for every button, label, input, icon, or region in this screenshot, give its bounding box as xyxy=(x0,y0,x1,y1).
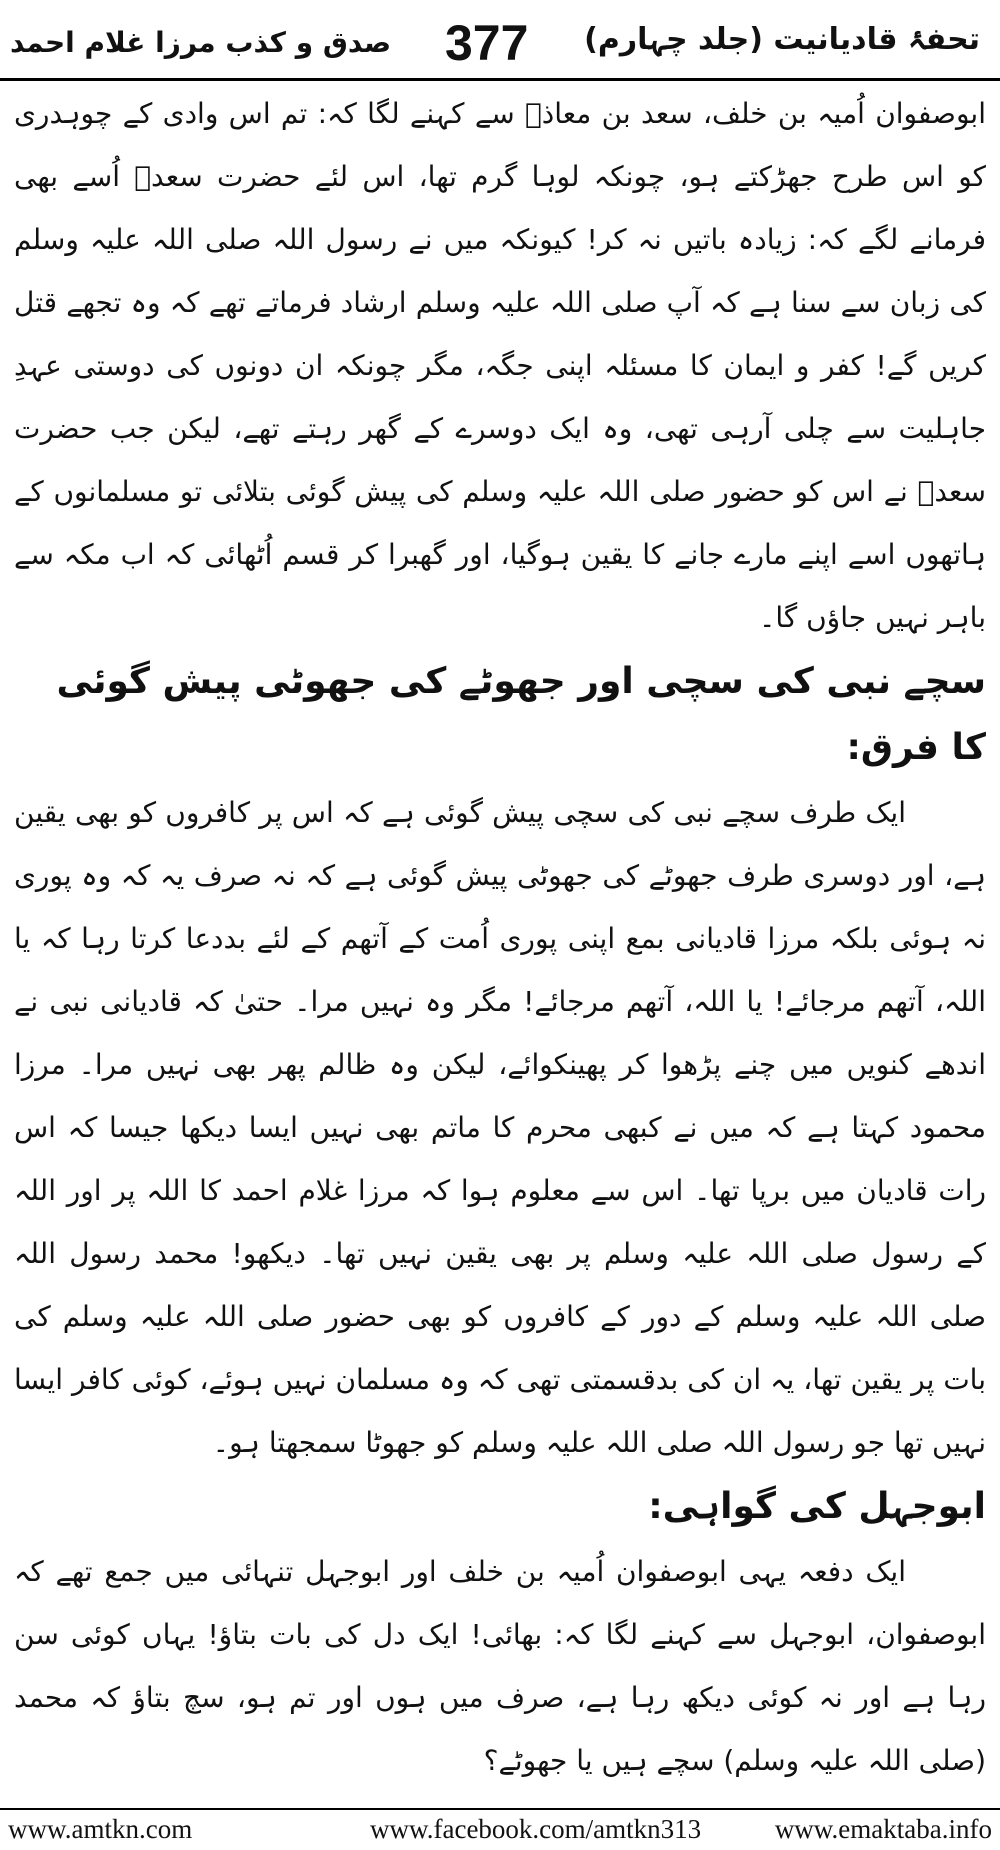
page-header xyxy=(0,0,1000,72)
chapter-title: صدق و کذب مرزا غلام احمد xyxy=(10,26,392,59)
page-footer xyxy=(0,1812,1000,1848)
paragraph-3: ایک دفعہ یہی ابوصفوان اُمیہ بن خلف اور ابوجہل تنہائی میں جمع تھے کہ ابوصفوان، ابوجہل سے کہنے لگا کہ: بھائی! ایک دل کی بات بتاؤ! یہاں کوئی سن رہا ہے اور نہ کوئی دیکھ رہا ہے، صرف میں ہوں اور تم ہو، سچ بتاؤ کہ محمد (صلی اللہ علیہ وسلم) سچے ہیں یا جھوٹے؟ xyxy=(14,1555,986,1777)
section-heading-abu-jahl: ابوجہل کی گواہی: xyxy=(648,1486,986,1527)
footer-link-emaktaba[interactable]: www.emaktaba.info xyxy=(774,1814,992,1844)
page-body xyxy=(14,82,986,1792)
header-divider xyxy=(0,78,1000,81)
section-heading-prophecy: سچے نبی کی سچی اور جھوٹے کی جھوٹی پیش گوئی کا فرق: xyxy=(56,661,986,768)
paragraph-2: ایک طرف سچے نبی کی سچی پیش گوئی ہے کہ اس پر کافروں کو بھی یقین ہے، اور دوسری طرف جھوٹے کی جھوٹی پیش گوئی ہے کہ نہ صرف یہ کہ وہ پوری نہ ہوئی بلکہ مرزا قادیانی بمع اپنی پوری اُمت کے آتھم کے لئے بددعا کرتا رہا کہ یا اللہ، آتھم مرجائے! یا اللہ، آتھم مرجائے! مگر وہ نہیں مرا۔ حتیٰ کہ قادیانی نبی نے اندھے کنویں میں چنے پڑھوا کر پھینکوائے، لیکن وہ ظالم پھر بھی نہیں مرا۔ مرزا محمود کہتا ہے کہ میں نے کبھی محرم کا ماتم بھی نہیں ایسا دیکھا جیسا کہ اس رات قادیان میں برپا تھا۔ اس سے معلوم ہوا کہ مرزا غلام احمد کا اللہ پر اور اللہ کے رسول صلی اللہ علیہ وسلم پر بھی یقین نہیں تھا۔ دیکھو! محمد رسول اللہ صلی اللہ علیہ وسلم کے دور کے کافروں کو بھی حضور صلی اللہ علیہ وسلم کی بات پر یقین تھا، یہ ان کی بدقسمتی تھی کہ وہ مسلمان نہیں ہوئے، کوئی کافر ایسا نہیں تھا جو رسول اللہ صلی اللہ علیہ وسلم کو جھوٹا سمجھتا ہو۔ xyxy=(14,796,986,1459)
footer-link-facebook[interactable]: www.facebook.com/amtkn313 xyxy=(370,1814,702,1844)
footer-link-amtkn[interactable]: www.amtkn.com xyxy=(8,1814,193,1844)
page-number: 377 xyxy=(445,15,529,71)
paragraph-1: ابوصفوان اُمیہ بن خلف، سعد بن معاذؓ سے کہنے لگا کہ: تم اس وادی کے چوہدری کو اس طرح جھڑکتے ہو، چونکہ لوہا گرم تھا، اس لئے حضرت سعدؓ اُسے بھی فرمانے لگے کہ: زیادہ باتیں نہ کر! کیونکہ میں نے رسول اللہ صلی اللہ علیہ وسلم کی زبان سے سنا ہے کہ آپ صلی اللہ علیہ وسلم ارشاد فرماتے تھے کہ وہ تجھے قتل کریں گے! کفر و ایمان کا مسئلہ اپنی جگہ، مگر چونکہ ان دونوں کی دوستی عہدِ جاہلیت سے چلی آرہی تھی، وہ ایک دوسرے کے گھر رہتے تھے، لیکن جب حضرت سعدؓ نے اس کو حضور صلی اللہ علیہ وسلم کی پیش گوئی بتلائی تو مسلمانوں کے ہاتھوں اسے اپنے مارے جانے کا یقین ہوگیا، اور گھبرا کر قسم اُٹھائی کہ اب مکہ سے باہر نہیں جاؤں گا۔ xyxy=(14,97,986,634)
footer-divider xyxy=(0,1808,1000,1810)
book-title: تحفۂ قادیانیت (جلد چہارم) xyxy=(584,22,980,57)
